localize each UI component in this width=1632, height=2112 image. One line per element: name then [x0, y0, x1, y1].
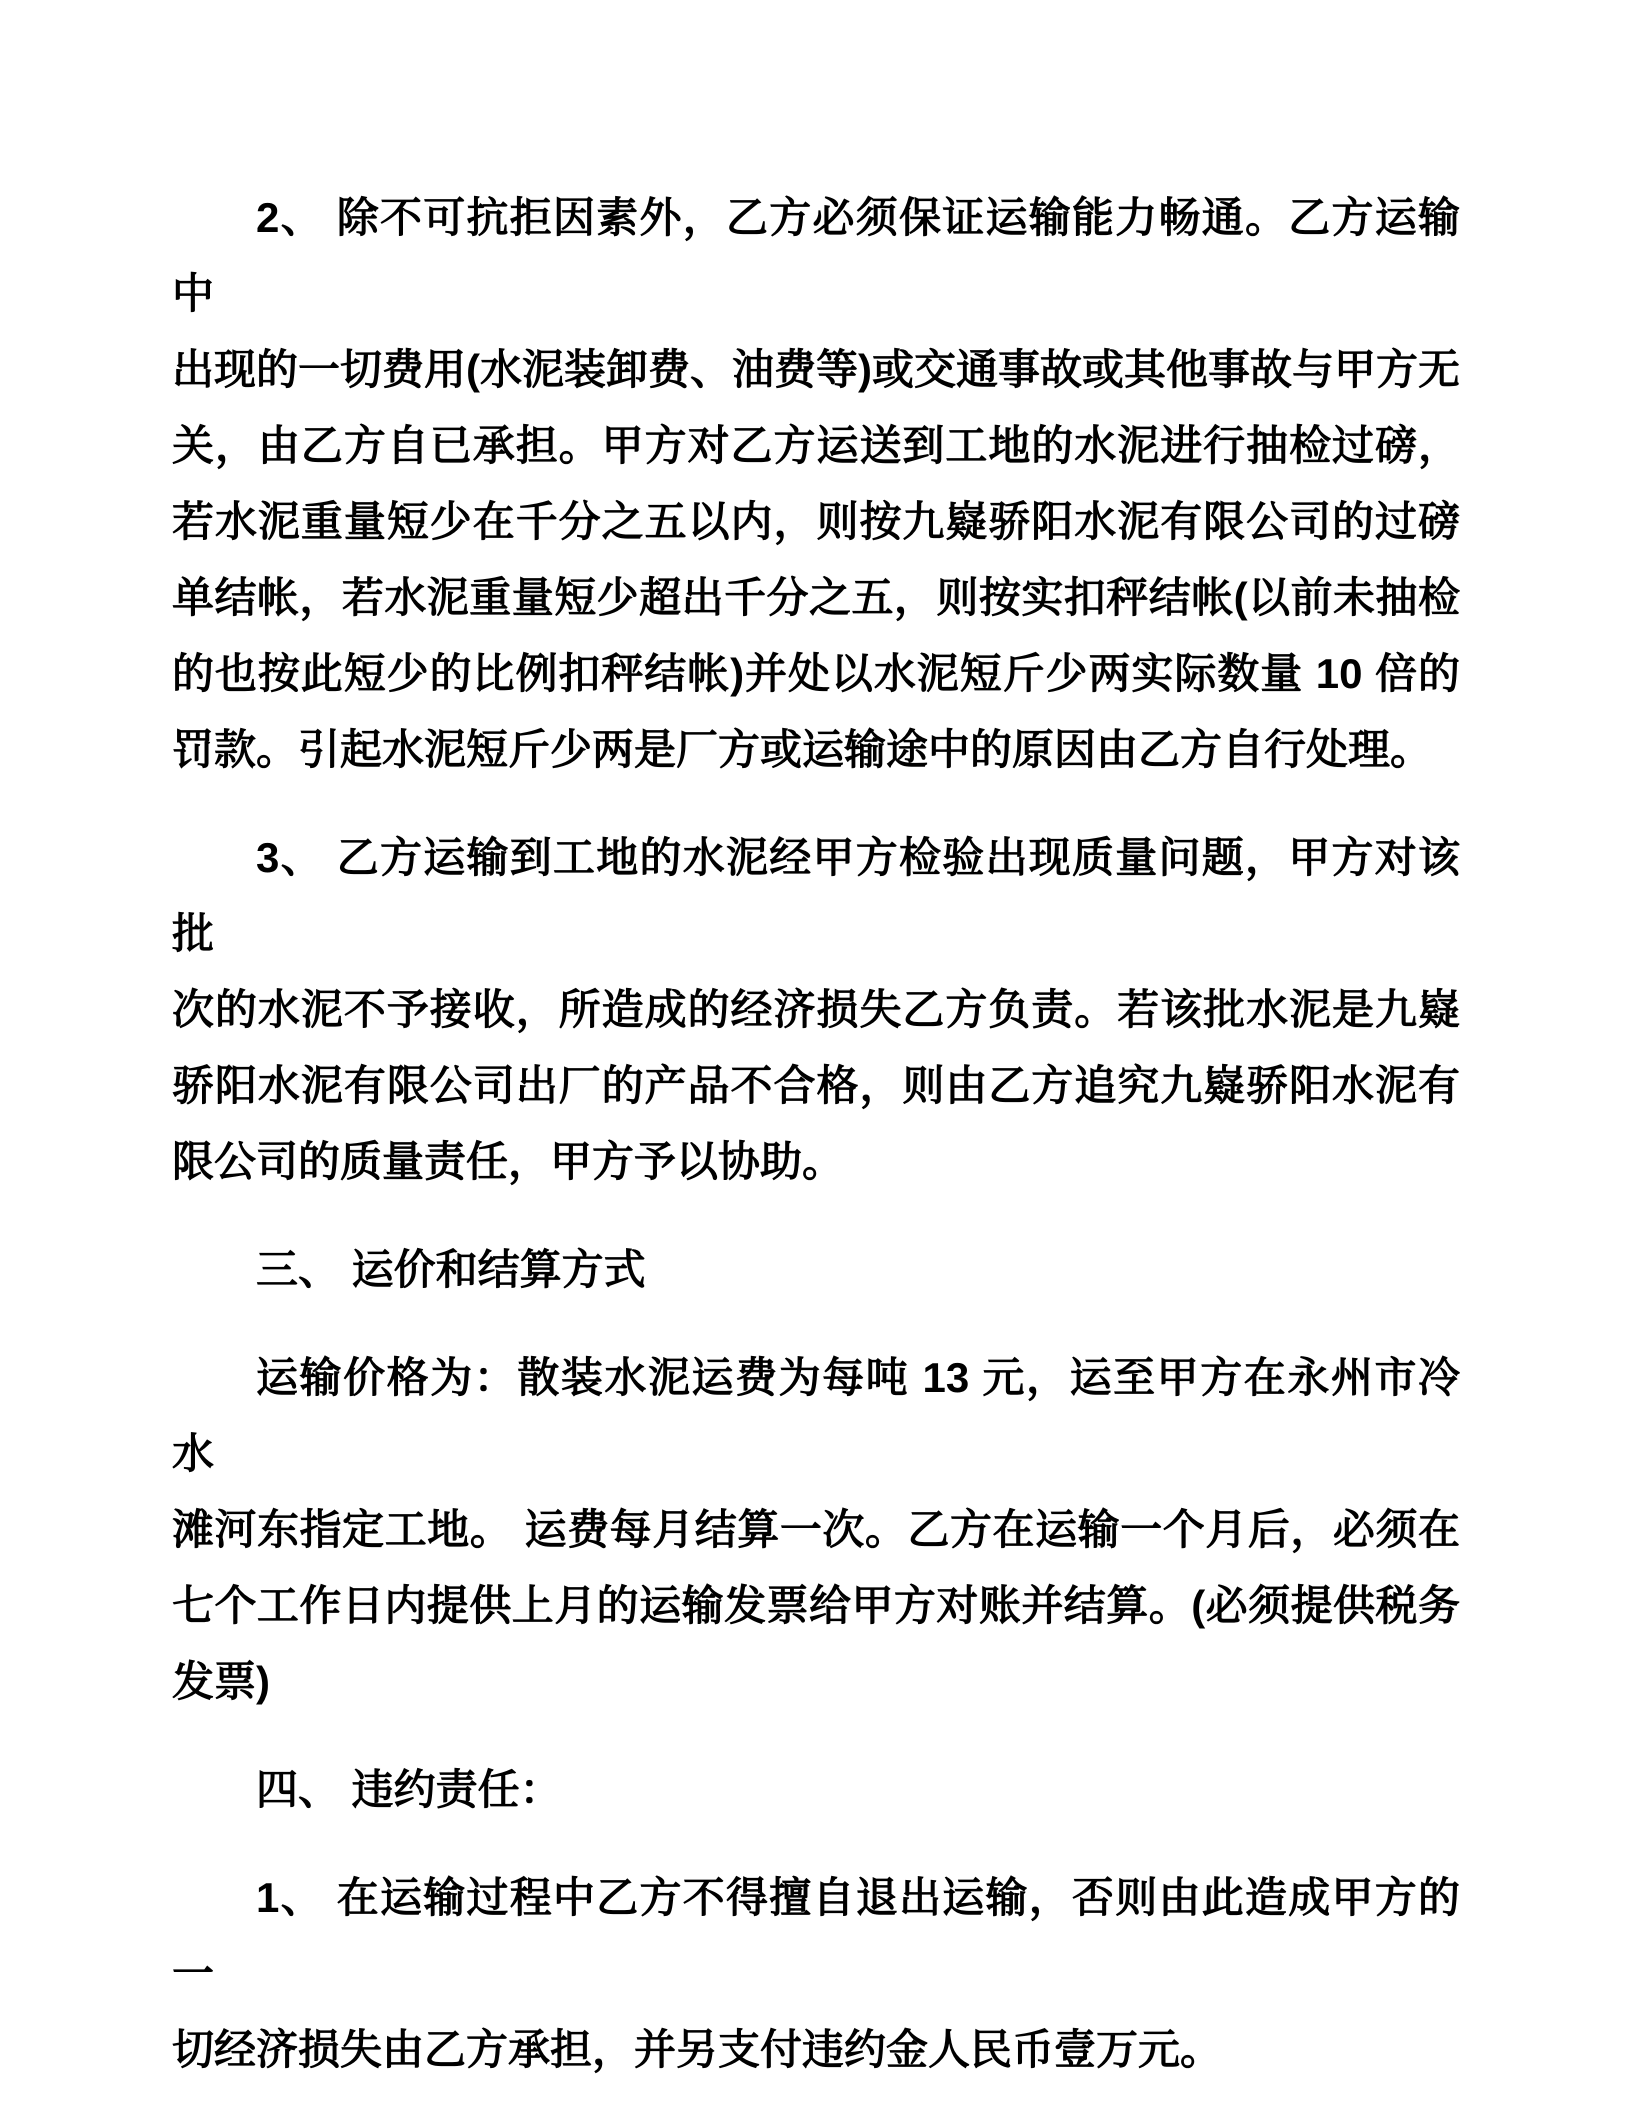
text-line: 发票) — [172, 1658, 270, 1705]
heading-line: 四、 违约责任： — [256, 1766, 562, 1813]
text-line: 出现的一切费用(水泥装卸费、油费等)或交通事故或其他事故与甲方无 — [172, 346, 1460, 393]
section-3-heading-price-and-settlement — [172, 1232, 1460, 1308]
clause-2-transport-costs — [172, 180, 1460, 788]
section-4-heading-breach-liability — [172, 1752, 1460, 1828]
clause-3-quality-problems — [172, 820, 1460, 1200]
text-line: 单结帐，若水泥重量短少超出千分之五，则按实扣秤结帐(以前未抽检 — [172, 574, 1460, 621]
text-line: 的也按此短少的比例扣秤结帐)并处以水泥短斤少两实际数量 10 倍的 — [172, 650, 1460, 697]
text-line: 罚款。引起水泥短斤少两是厂方或运输途中的原因由乙方自行处理。 — [172, 726, 1433, 773]
text-line: 1、 在运输过程中乙方不得擅自退出运输，否则由此造成甲方的一 — [172, 1874, 1460, 1997]
text-line: 骄阳水泥有限公司出厂的产品不合格，则由乙方追究九嶷骄阳水泥有 — [172, 1062, 1460, 1109]
text-line: 3、 乙方运输到工地的水泥经甲方检验出现质量问题，甲方对该批 — [172, 834, 1460, 957]
text-line: 七个工作日内提供上月的运输发票给甲方对账并结算。(必须提供税务 — [172, 1582, 1460, 1629]
text-line: 2、 除不可抗拒因素外，乙方必须保证运输能力畅通。乙方运输中 — [172, 194, 1460, 317]
text-line: 次的水泥不予接收，所造成的经济损失乙方负责。若该批水泥是九嶷 — [172, 986, 1460, 1033]
text-line: 运输价格为：散装水泥运费为每吨 13 元，运至甲方在永州市冷水 — [172, 1354, 1460, 1477]
text-line: 限公司的质量责任，甲方予以协助。 — [172, 1138, 845, 1185]
text-line: 切经济损失由乙方承担，并另支付违约金人民币壹万元。 — [172, 2026, 1223, 2073]
text-line: 若水泥重量短少在千分之五以内，则按九嶷骄阳水泥有限公司的过磅 — [172, 498, 1460, 545]
text-line: 滩河东指定工地。 运费每月结算一次。乙方在运输一个月后，必须在 — [172, 1506, 1460, 1553]
text-line: 关，由乙方自已承担。甲方对乙方运送到工地的水泥进行抽检过磅， — [172, 422, 1460, 469]
heading-line: 三、 运价和结算方式 — [256, 1246, 646, 1293]
pricing-and-settlement-paragraph — [172, 1340, 1460, 1720]
document-body — [172, 180, 1460, 2088]
breach-clause-1 — [172, 1860, 1460, 2088]
